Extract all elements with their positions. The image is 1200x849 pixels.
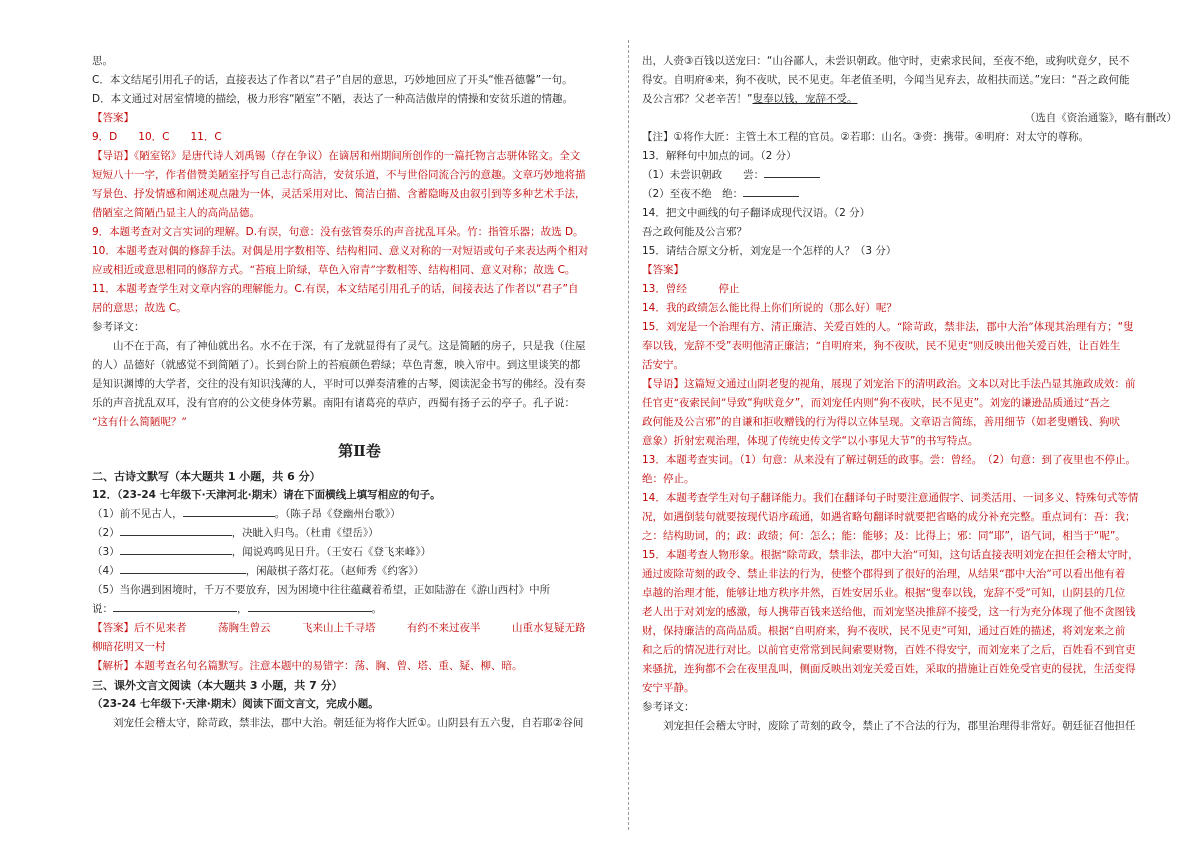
guide-line: 借陋室之简陋凸显主人的高尚品德。: [92, 207, 260, 219]
explanation-15: 15．本题考查人物形象。根据“除苛政，禁非法，郡中大治”可知，这句话直接表明刘宠在担任会稽太守时，: [642, 549, 1139, 561]
question-12-3: （3） ，闻说鸡鸣见日升。（王安石《登飞来峰》）: [92, 546, 432, 558]
explanation-11-cont: 居的意思；故选 C。: [92, 302, 187, 314]
answer-13: 13．曾经 停止: [642, 283, 740, 295]
question-12-1: （1）前不见古人， 。（陈子昂《登幽州台歌》）: [92, 508, 401, 520]
reference-translation-label: 参考译文：: [642, 701, 695, 713]
question-15: 15．请结合原文分析，刘宠是一个怎样的人？（3 分）: [642, 245, 897, 257]
answer-blank[interactable]: [743, 186, 799, 197]
explanation-10-cont: 应或相近或意思相同的修辞方式。“苔痕上阶绿，草色入帘青”字数相等、结构相同、意义对称；故选 C。: [92, 264, 576, 276]
right-column: [642, 52, 1177, 736]
guide-line: 写景色、抒发情感和阐述观点融为一体，灵活采用对比、简洁白描、含蓄隐晦及由叙引到等多种艺术手法，: [92, 188, 586, 200]
question-13-intro: （23-24 七年级下·天津·期末）阅读下面文言文，完成小题。: [92, 698, 379, 710]
question-12-2: （2） ，决眦入归鸟。（杜甫《望岳》）: [92, 527, 379, 539]
reference-translation-label: 参考译文：: [92, 321, 145, 333]
section-heading: 三、课外文言文阅读（本大题共 3 小题，共 7 分）: [92, 679, 343, 692]
section-heading: 二、古诗文默写（本大题共 1 小题，共 6 分）: [92, 470, 321, 483]
text-line: 思。: [92, 55, 113, 67]
answer-14: 14．我的政绩怎么能比得上你们所说的（那么好）呢？: [642, 302, 897, 314]
answer-blank[interactable]: [113, 601, 237, 612]
answer-12: 【答案】后不见来者 荡胸生曾云 飞来山上千寻塔 有约不来过夜半 山重水复疑无路: [92, 622, 586, 634]
explanation-13: 13．本题考查实词。（1）句意：从来没有了解过朝廷的政事。尝：曾经。 （2）句意：到了夜里也不停止。: [642, 454, 1136, 466]
explanation-15-cont: 老人出于对刘宠的感激，每人携带百钱来送给他，而刘宠坚决推辞不接受，这一行为充分体现了他不贪图钱: [642, 606, 1136, 618]
explanation-14-cont: 况，如遇倒装句就要按现代语序疏通，如遇省略句翻译时就要把省略的成分补充完整。重点词有：吾：我；: [642, 511, 1136, 523]
answer-blank[interactable]: [183, 506, 275, 517]
explanation-9: 9．本题考查对文言实词的理解。D.有误，句意：没有弦管奏乐的声音扰乱耳朵。竹：指管乐器；故选 D。: [92, 226, 584, 238]
question-12-5: （5）当你遇到困境时，千万不要放弃，因为困境中往往蕴藏着希望，正如陆游在《游山西村》中所: [92, 584, 551, 596]
passage-line: 及公言邪？父老辛苦！”叟奉以钱，宠辞不受。: [642, 93, 858, 105]
passage-source: （选自《资治通鉴》，略有删改）: [1024, 112, 1177, 124]
question-12-5-cont: 说： ， 。: [92, 603, 382, 615]
explanation-15-cont: 通过废除苛刻的政令、禁止非法的行为，使整个郡得到了很好的治理，从结果“郡中大治”可以看出他有着: [642, 568, 1126, 580]
answer-label: 【答案】: [92, 112, 134, 124]
guide-line: 【导语】《陋室铭》是唐代诗人刘禹锡（存在争议）在谪居和州期间所创作的一篇托物言志骈体铭文。全文: [92, 150, 581, 162]
passage-line: 出，人赍③百钱以送宠曰：“山谷鄙人，未尝识朝政。他守时，吏索求民间，至夜不绝，或狗吠竟夕，民不: [642, 55, 1130, 67]
analysis-12: 【解析】本题考查名句名篇默写。注意本题中的易错字：荡、胸、曾、塔、重、疑、柳、暗。: [92, 660, 523, 672]
explanation-15-cont: 和之后的情况进行对比。以前官吏常常到民间索要财物，百姓不得安宁，而刘宠来了之后，百姓看不到官吏: [642, 644, 1136, 656]
passage-line: 得安。自明府④来，狗不夜吠，民不见吏。年老值圣明，今闻当见弃去，故相扶而送。”宠曰：“吾之政何能: [642, 74, 1130, 86]
left-column: [92, 52, 627, 733]
explanation-15-cont: 来骚扰，连狗都不会在夜里乱叫，侧面反映出刘宠关爱百姓，采取的措施让百姓免受官吏的侵扰，生活变得: [642, 663, 1136, 675]
question-14-sentence: 吾之政何能及公言邪？: [642, 226, 747, 238]
explanation-15-cont: 财，保持廉洁的高尚品质。根据“自明府来，狗不夜吠，民不见吏”可知，通过百姓的描述，将刘宠来之前: [642, 625, 1126, 637]
translation-line: 山不在于高，有了神仙就出名。水不在于深，有了龙就显得有了灵气。这是简陋的房子，只是我（住屋: [113, 340, 586, 352]
answer-15-cont: 活安宁。: [642, 359, 684, 371]
translation-line: “这有什么简陋呢？”: [92, 416, 187, 428]
answer-text: 9．D 10．C 11．C: [92, 131, 222, 143]
question-13-2: （2）至夜不绝 绝：: [642, 185, 1177, 204]
translation-line: 的人）品德好（就感觉不到简陋了）。长到台阶上的苔痕颜色碧绿；草色青葱，映入帘中。到这里谈笑的都: [92, 359, 581, 371]
explanation-11: 11．本题考查学生对文章内容的理解能力。C.有误，本文结尾引用孔子的话，间接表达了作者以“君子”自: [92, 283, 579, 295]
explanation-13-cont: 绝：停止。: [642, 473, 695, 485]
question-12: 12．（23-24 七年级下·天津河北·期末）请在下面横线上填写相应的句子。: [92, 489, 441, 501]
question-14: 14．把文中画线的句子翻译成现代汉语。（2 分）: [642, 207, 871, 219]
translation-line: 乐的声音扰乱双耳，没有官府的公文使身体劳累。南阳有诸葛亮的草庐，西蜀有扬子云的亭子。孔子说：: [92, 397, 575, 409]
explanation-15-cont: 安宁平静。: [642, 682, 695, 694]
answer-blank[interactable]: [248, 601, 372, 612]
explanation-14-cont: 之：结构助词，的；政：政绩；何：怎么；能：能够；及：比得上；邪：同“耶”，语气词，相当于“呢”。: [642, 530, 1126, 542]
guide-line: 【导语】这篇短文通过山阴老叟的视角，展现了刘宠治下的清明政治。文本以对比手法凸显其施政成效：前: [642, 378, 1136, 390]
answer-blank[interactable]: [120, 544, 232, 555]
column-divider: [628, 40, 629, 830]
explanation-14: 14．本题考查学生对句子翻译能力。我们在翻译句子时要注意通假字、词类活用、一词多义、特殊句式等情: [642, 492, 1139, 504]
question-12-4: （4） ，闲敲棋子落灯花。（赵师秀《约客》）: [92, 565, 425, 577]
guide-line: 政何能及公言邪”的自谦和拒收赠钱的行为得以立体呈现。文章语言简练，善用细节（如老叟赠钱、狗吠: [642, 416, 1120, 428]
explanation-10: 10．本题考查对偶的修辞手法。对偶是用字数相等、结构相同、意义对称的一对短语或句子来表达两个相对: [92, 245, 589, 257]
question-13: 13．解释句中加点的词。（2 分）: [642, 150, 797, 162]
passage-line: 刘宠任会稽太守，除苛政，禁非法，郡中大治。朝廷征为将作大匠①。山阴县有五六叟，自若耶②谷间: [113, 717, 584, 729]
translation-line: 是知识渊博的大学者，交往的没有知识浅薄的人，平时可以弹奏清雅的古琴，阅读泥金书写的佛经。没有奏: [92, 378, 586, 390]
answer-blank[interactable]: [120, 563, 246, 574]
guide-line: 短短八十一字，作者借赞美陋室抒写自己志行高洁，安贫乐道，不与世俗同流合污的意趣。文章巧妙地将描: [92, 169, 586, 181]
question-13-1: （1）未尝识朝政 尝：: [642, 166, 1177, 185]
option-c: C．本文结尾引用孔子的话，直接表达了作者以“君子”自居的意思，巧妙地回应了开头“惟吾德馨”一句。: [92, 74, 573, 86]
guide-line: 意象）折射宏观治理，体现了传统史传文学“以小事见大节”的书写特点。: [642, 435, 979, 447]
explanation-15-cont: 卓越的治理才能，能够让地方秩序井然，百姓安居乐业。根据“叟奉以钱，宠辞不受”可知，山阴县的几位: [642, 587, 1126, 599]
volume-title: 第Ⅱ卷: [338, 442, 381, 460]
answer-15: 15．刘宠是一个治理有方、清正廉洁、关爱百姓的人。“除苛政，禁非法，郡中大治”体现其治理有方；“叟: [642, 321, 1134, 333]
translation-line: 刘宠担任会稽太守时，废除了苛刻的政令，禁止了不合法的行为，郡里治理得非常好。朝廷征召他担任: [663, 720, 1136, 732]
answer-blank[interactable]: [764, 167, 820, 178]
answer-label: 【答案】: [642, 264, 684, 276]
answer-15-cont: 奉以钱，宠辞不受”表明他清正廉洁；“自明府来，狗不夜吠，民不见吏”则反映出他关爱百姓，让百姓生: [642, 340, 1121, 352]
answer-12-cont: 柳暗花明又一村: [92, 641, 166, 653]
option-d: D．本文通过对居室情境的描绘，极力形容“陋室”不陋，表达了一种高洁傲岸的情操和安贫乐道的情趣。: [92, 93, 573, 105]
passage-note: 【注】①将作大匠：主管土木工程的官员。②若耶：山名。③赍：携带。④明府：对太守的尊称。: [642, 131, 1090, 143]
answer-blank[interactable]: [120, 525, 232, 536]
guide-line: 任官吏“夜索民间”导致“狗吠竟夕”，而刘宠任内则“狗不夜吠，民不见吏”。刘宠的谦逊品质通过“吾之: [642, 397, 1111, 409]
